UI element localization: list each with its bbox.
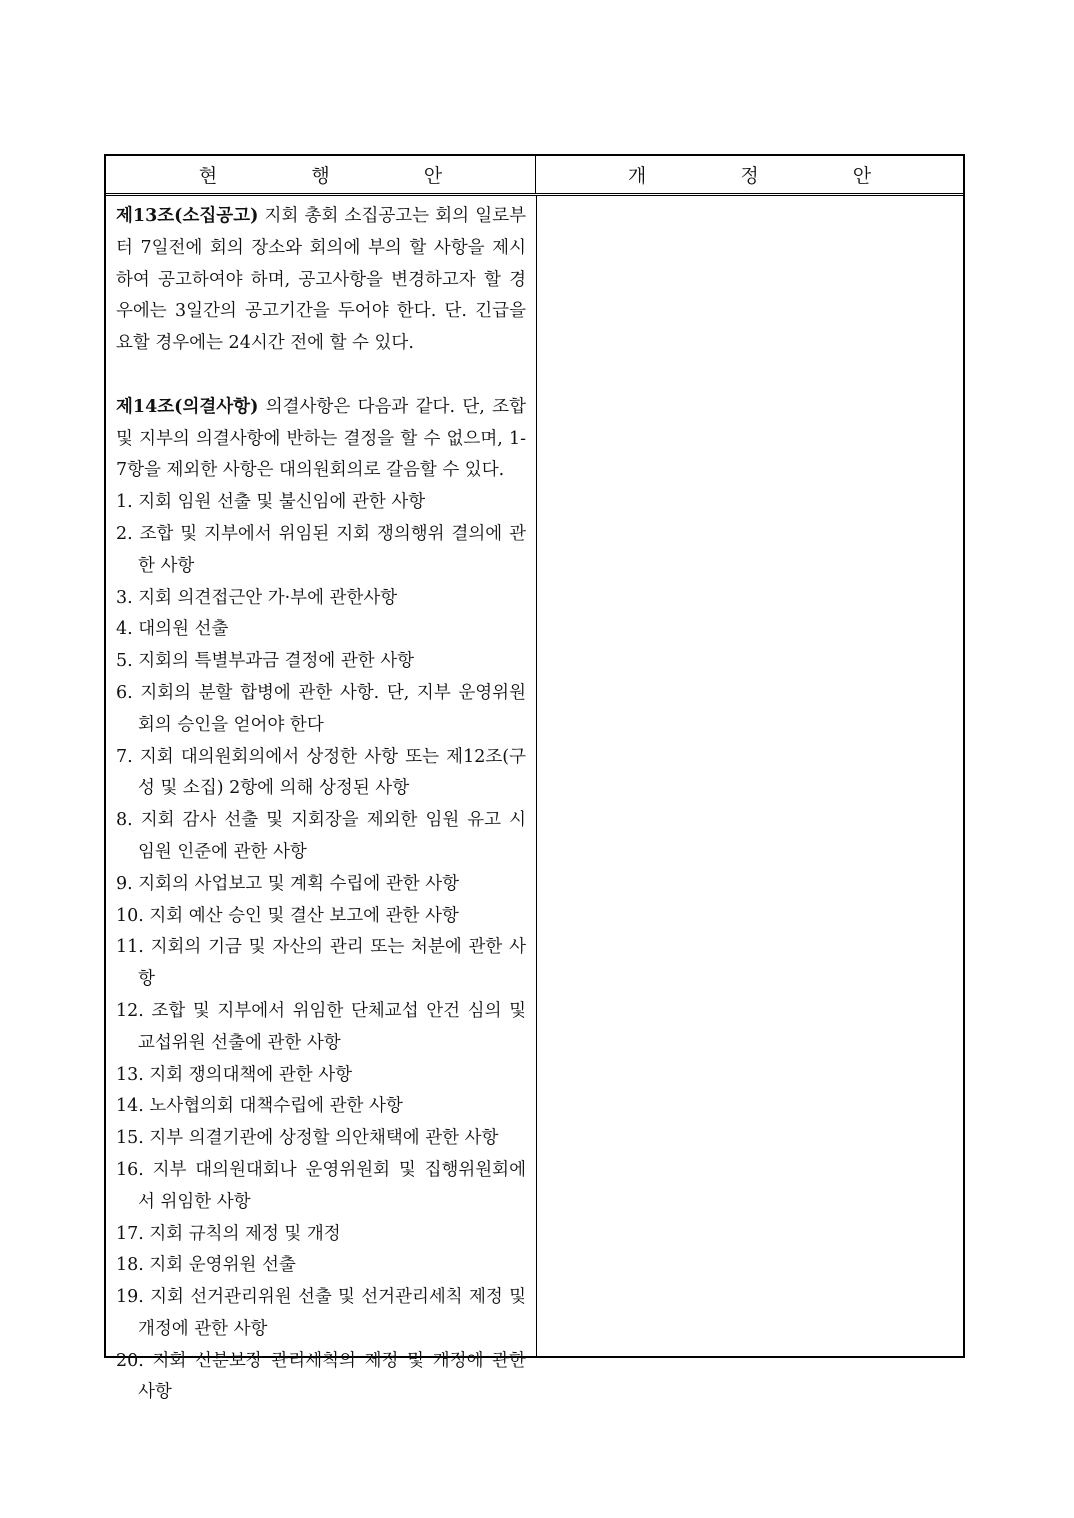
list-item: 7. 지회 대의원회의에서 상정한 사항 또는 제12조(구성 및 소집) 2항에 의해 상정된 사항 xyxy=(116,746,526,799)
list-item: 17. 지회 규칙의 제정 및 개정 xyxy=(116,1223,341,1244)
current-column-content xyxy=(116,201,526,1409)
list-item: 2. 조합 및 지부에서 위임된 지회 쟁의행위 결의에 관한 사항 xyxy=(116,523,526,576)
list-item: 3. 지회 의견접근안 가·부에 관한사항 xyxy=(116,587,398,608)
list-item: 15. 지부 의결기관에 상정할 의안채택에 관한 사항 xyxy=(116,1128,499,1149)
article-14-items xyxy=(116,487,526,1409)
list-item: 1. 지회 임원 선출 및 불신임에 관한 사항 xyxy=(116,492,426,513)
spacer xyxy=(116,360,526,392)
table-header-row xyxy=(106,156,963,196)
article-13 xyxy=(116,201,526,360)
article-14 xyxy=(116,392,526,487)
list-item: 14. 노사협의회 대책수립에 관한 사항 xyxy=(116,1096,403,1117)
list-item: 19. 지회 선거관리위원 선출 및 선거관리세칙 제정 및 개정에 관한 사항 xyxy=(116,1287,526,1339)
list-item: 8. 지회 감사 선출 및 지회장을 제외한 임원 유고 시 임원 인준에 관한 사항 xyxy=(116,810,526,862)
list-item: 20. 지회 신분보장 관리세칙의 제정 및 개정에 관한 사항 xyxy=(116,1350,526,1403)
list-item: 13. 지회 쟁의대책에 관한 사항 xyxy=(116,1064,353,1085)
list-item: 4. 대의원 선출 xyxy=(116,619,229,640)
header-revised: 개 정 안 xyxy=(627,165,916,187)
list-item: 9. 지회의 사업보고 및 계획 수립에 관한 사항 xyxy=(116,873,460,894)
article-14-body: 의결사항은 다음과 같다. 단, 조합 및 지부의 의결사항에 반하는 결정을 할 수 없으며, 1-7항을 제외한 사항은 대의원회의로 갈음할 수 있다. xyxy=(116,396,526,481)
comparison-table xyxy=(104,154,965,1403)
article-13-body: 지회 총회 소집공고는 회의 일로부터 7일전에 회의 장소와 회의에 부의 할 사항을 제시하여 공고하여야 하며, 공고사항을 변경하고자 할 경우에는 3일간의 공고기간을 두어야 한다. 단. 긴급을 요할 경우에는 24시간 전에 할 수 있다. xyxy=(116,206,526,354)
column-divider xyxy=(536,196,537,1356)
list-item: 12. 조합 및 지부에서 위임한 단체교섭 안건 심의 및 교섭위원 선출에 관한 사항 xyxy=(116,1000,526,1053)
article-14-title: 제14조(의결사항) xyxy=(116,396,259,417)
list-item: 10. 지회 예산 승인 및 결산 보고에 관한 사항 xyxy=(116,905,459,926)
list-item: 6. 지회의 분할 합병에 관한 사항. 단, 지부 운영위원회의 승인을 얻어야 한다 xyxy=(116,682,526,735)
list-item: 11. 지회의 기금 및 자산의 관리 또는 처분에 관한 사항 xyxy=(116,937,526,990)
list-item: 5. 지회의 특별부과금 결정에 관한 사항 xyxy=(116,651,415,672)
article-13-title: 제13조(소집공고) xyxy=(116,206,259,226)
list-item: 18. 지회 운영위원 선출 xyxy=(116,1255,296,1276)
header-current: 현 행 안 xyxy=(106,156,536,193)
list-item: 16. 지부 대의원대회나 운영위원회 및 집행위원회에서 위임한 사항 xyxy=(116,1159,526,1212)
